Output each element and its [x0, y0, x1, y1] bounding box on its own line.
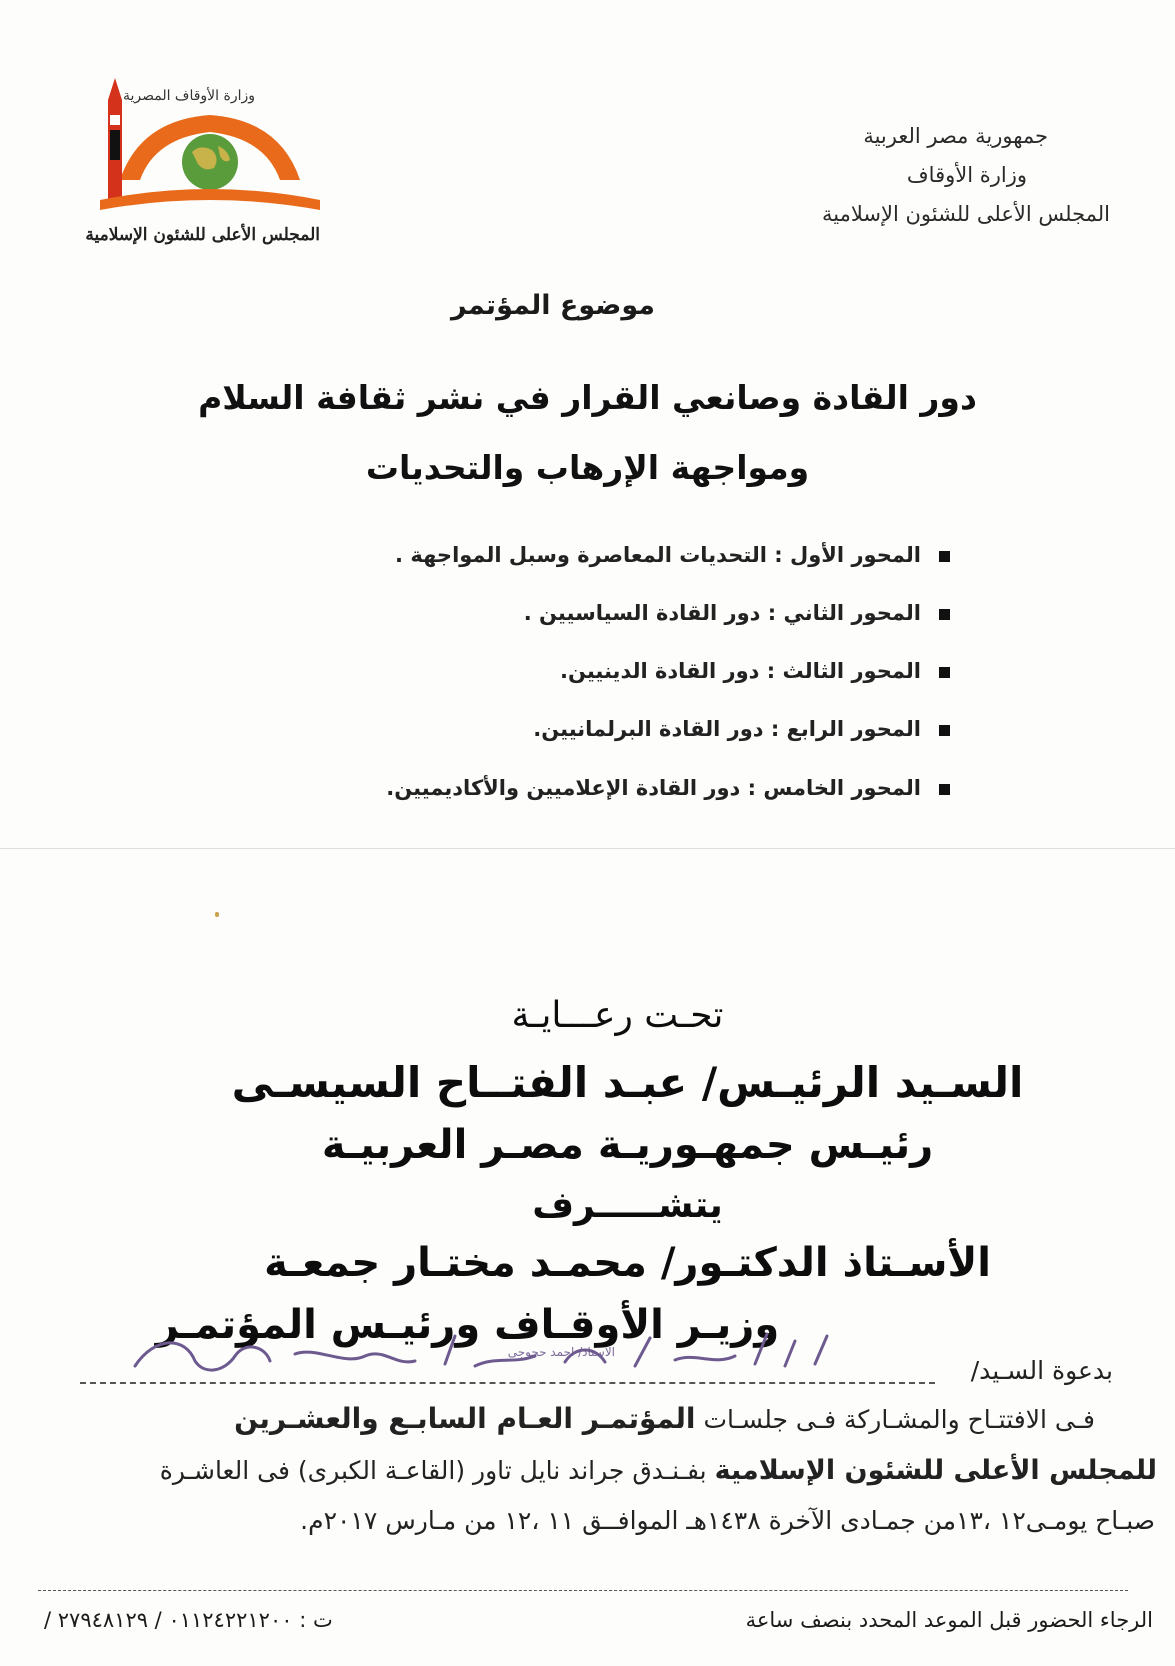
minister-name: الأسـتاذ الدكتـور/ محمـد مختـار جمعـة — [264, 1240, 991, 1286]
header-country: جمهورية مصر العربية — [863, 124, 1048, 148]
svg-text:الاستاذ/ احمد حجوجى: الاستاذ/ احمد حجوجى — [507, 1345, 615, 1359]
conference-title-line2: ومواجهة الإرهاب والتحديات — [365, 448, 810, 487]
header-council: المجلس الأعلى للشئون الإسلامية — [822, 202, 1110, 226]
president-title: رئيـس جمهـوريـة مصـر العربيـة — [321, 1122, 934, 1168]
handwritten-guest-name — [95, 1326, 895, 1386]
logo-text-top: وزارة الأوقاف المصرية — [122, 88, 255, 104]
bullet-icon — [939, 667, 950, 678]
bullet-icon — [939, 725, 950, 736]
bullet-icon — [939, 784, 950, 795]
invite-line3: صبـاح يومـى١٢ ،١٣من جمـادى الآخرة ١٤٣٨هـ الموافــق ١١ ،١٢ من مـارس ٢٠١٧م. — [300, 1506, 1155, 1535]
under-patronage: تحـت رعـــايـة — [511, 995, 724, 1036]
axis-item: المحور الأول : التحديات المعاصرة وسبل المواجهة . — [395, 543, 950, 567]
axis-item: المحور الثالث : دور القادة الدينيين. — [560, 659, 950, 683]
invite-line1: فـى الافتتـاح والمشـاركة فـى جلسـات المؤتمـر العـام السابـع والعشـرين — [234, 1402, 1095, 1435]
president-name: السـيد الرئيـس/ عبـد الفتــاح السيسـى — [231, 1058, 1024, 1107]
footer-separator — [38, 1590, 1128, 1591]
axis-item: المحور الثاني : دور القادة السياسيين . — [524, 601, 950, 625]
paper-speck — [215, 912, 219, 917]
bullet-icon — [939, 609, 950, 620]
attendance-note: الرجاء الحضور قبل الموعد المحدد بنصف ساعة — [745, 1608, 1153, 1632]
header-ministry: وزارة الأوقاف — [906, 163, 1027, 187]
topic-label: موضوع المؤتمر — [451, 290, 655, 321]
conference-title-line1: دور القادة وصانعي القرار في نشر ثقافة السلام — [198, 378, 977, 417]
axis-item: المحور الرابع : دور القادة البرلمانيين. — [533, 717, 950, 741]
axis-item: المحور الخامس : دور القادة الإعلاميين والأكاديميين. — [386, 776, 950, 800]
fold-line — [0, 848, 1175, 849]
minister-title: وزيـر الأوقـاف ورئيـس المؤتمـر — [155, 1302, 780, 1348]
invite-line2: للمجلس الأعلى للشئون الإسلامية بفـنـدق جراند نايل تاور (القاعـة الكبرى) فى العاشـرة — [159, 1455, 1157, 1486]
bullet-icon — [939, 551, 950, 562]
honored-text: يتشـــــرف — [532, 1185, 723, 1226]
invite-to-label: بدعوة السـيد/ — [970, 1356, 1113, 1385]
phone-numbers: ت : ٠١١٢٤٢٢١٢٠٠ / ٢٧٩٤٨١٢٩ / — [44, 1608, 333, 1632]
ministry-logo — [80, 60, 340, 250]
logo-text-bottom: المجلس الأعلى للشئون الإسلامية — [85, 225, 320, 245]
